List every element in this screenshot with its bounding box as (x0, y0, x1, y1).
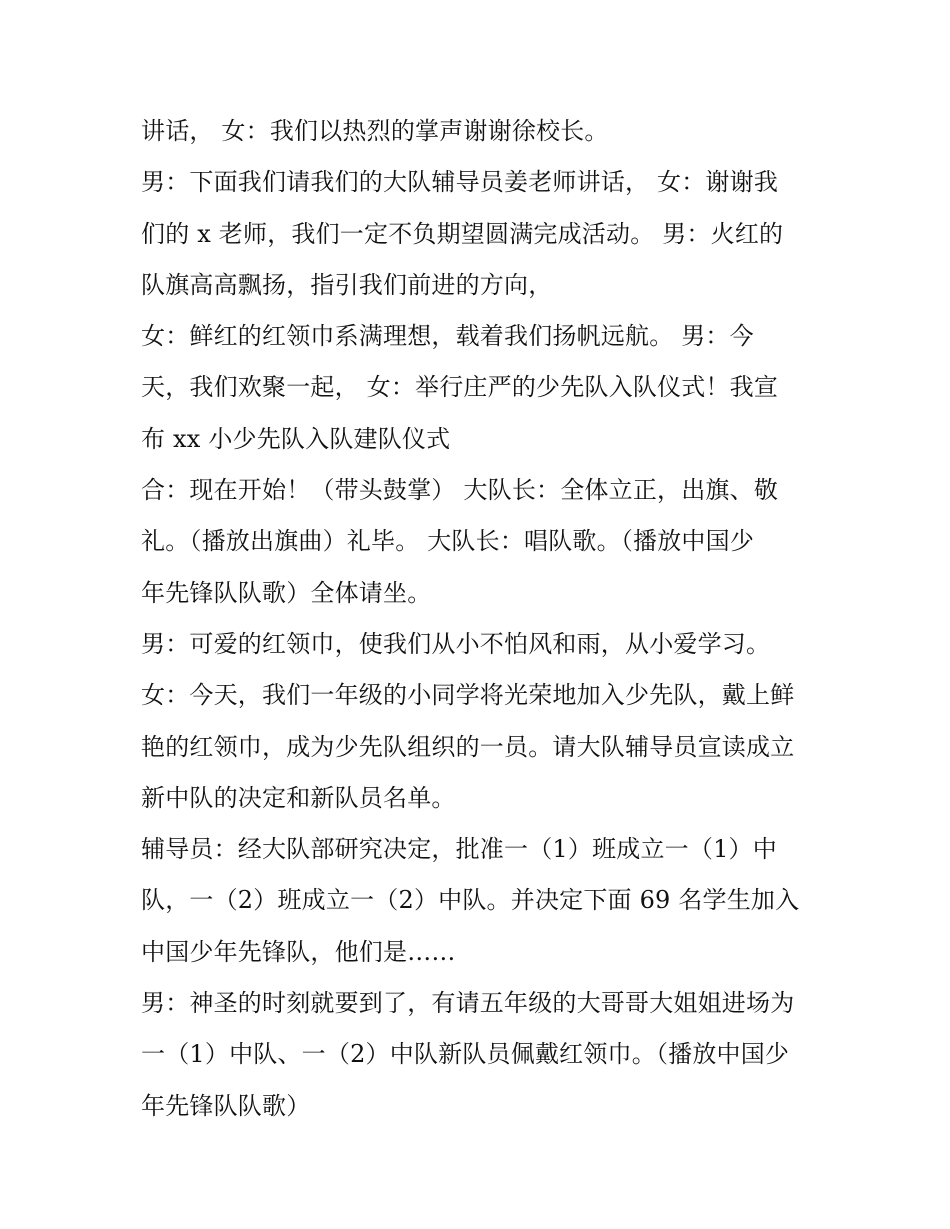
text-line: 新中队的决定和新队员名单。 (141, 783, 456, 812)
text-line: 男：可爱的红领巾，使我们从小不怕风和雨，从小爱学习。 (141, 629, 771, 658)
text-line: 礼。（播放出旗曲）礼毕。 大队长：唱队歌。（播放中国少 (141, 527, 755, 556)
document-text (141, 106, 821, 1132)
text-line: 年先锋队队歌）全体请坐。 (141, 578, 432, 607)
text-line: 队，一（2）班成立一（2）中队。并决定下面 69 名学生加入 (141, 886, 800, 915)
text-line: 中国少年先锋队，他们是…… (141, 937, 456, 966)
text-line: 女：今天，我们一年级的小同学将光荣地加入少先队，戴上鲜 (141, 681, 795, 710)
text-line: 女：鲜红的红领巾系满理想，载着我们扬帆远航。 男：今 (141, 322, 754, 351)
text-line: 男：神圣的时刻就要到了，有请五年级的大哥哥大姐姐进场为 (141, 989, 795, 1018)
text-line: 们的 x 老师，我们一定不负期望圆满完成活动。 男：火红的 (141, 219, 784, 248)
text-line: 队旗高高飘扬，指引我们前进的方向， (141, 270, 553, 299)
text-line: 辅导员：经大队部研究决定，批准一（1）班成立一（1）中 (141, 835, 777, 864)
text-line: 艳的红领巾，成为少先队组织的一员。请大队辅导员宣读成立 (141, 732, 795, 761)
text-line: 一（1）中队、一（2）中队新队员佩戴红领巾。（播放中国少 (141, 1040, 790, 1069)
text-line: 天，我们欢聚一起， 女：举行庄严的少先队入队仪式！我宣 (141, 373, 779, 402)
text-line: 布 xx 小少先队入队建队仪式 (141, 424, 451, 453)
text-line: 年先锋队队歌） (141, 1091, 311, 1120)
text-line: 讲话， 女：我们以热烈的掌声谢谢徐校长。 (141, 117, 609, 145)
text-line: 合：现在开始！（带头鼓掌） 大队长：全体立正，出旗、敬 (141, 476, 779, 505)
text-line: 男：下面我们请我们的大队辅导员姜老师讲话， 女：谢谢我 (141, 168, 779, 197)
